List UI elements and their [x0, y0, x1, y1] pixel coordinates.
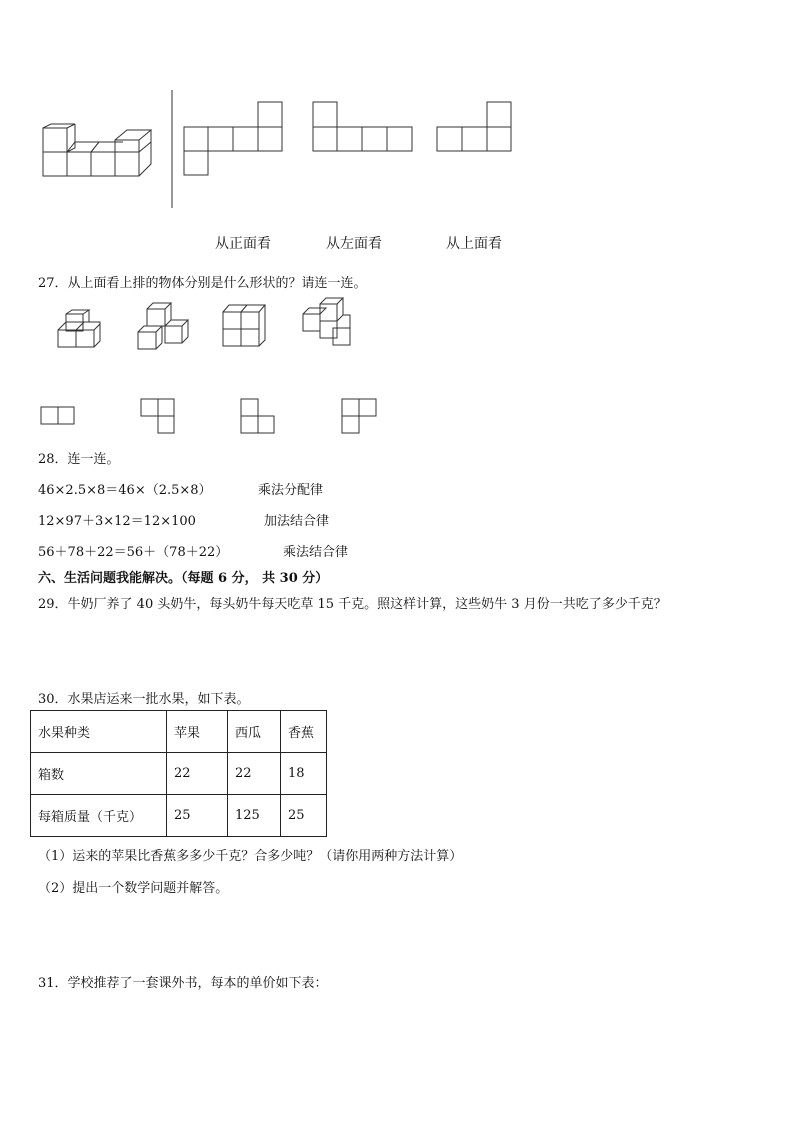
q29-question: 29．牛奶厂养了 40 头奶牛，每头奶牛每天吃草 15 千克。照这样计算，这些奶牛 3 月份一共吃了多少千克？ — [38, 597, 667, 612]
q27-shape-c — [241, 399, 274, 433]
table-cell: 125 — [228, 795, 281, 837]
q28-equation-1: 46×2.5×8＝46×（2.5×8） — [38, 483, 212, 498]
table-row — [31, 795, 327, 837]
q30-question: 30．水果店运来一批水果，如下表。 — [38, 692, 250, 707]
front-view-grid — [184, 102, 282, 175]
q27-solid-4 — [303, 298, 350, 345]
q27-question: 27．从上面看上排的物体分别是什么形状的？请连一连。 — [38, 276, 367, 291]
table-cell: 18 — [281, 753, 327, 795]
table-header-cell: 水果种类 — [31, 711, 167, 753]
q28-equation-2: 12×97＋3×12＝12×100 — [38, 514, 196, 529]
top-view-grid — [437, 102, 511, 151]
table-cell: 25 — [281, 795, 327, 837]
table-header-cell: 苹果 — [167, 711, 228, 753]
fruit-table — [30, 710, 327, 837]
table-header-cell: 西瓜 — [228, 711, 281, 753]
q28-equation-3: 56＋78＋22＝56＋（78＋22） — [38, 545, 229, 560]
view-label-top: 从上面看 — [446, 236, 502, 252]
q27-solid-2 — [138, 303, 188, 349]
table-cell: 22 — [228, 753, 281, 795]
q26-3d-object — [43, 124, 151, 176]
q28-question: 28．连一连。 — [38, 452, 120, 467]
q27-solid-1 — [58, 310, 100, 347]
table-row — [31, 753, 327, 795]
q28-law-2: 加法结合律 — [264, 514, 330, 529]
table-cell: 箱数 — [31, 753, 167, 795]
q31-question: 31．学校推荐了一套课外书，每本的单价如下表： — [38, 976, 328, 991]
table-cell: 22 — [167, 753, 228, 795]
q27-shape-d — [342, 399, 376, 433]
q27-solid-3 — [223, 305, 265, 346]
q27-shape-a — [41, 407, 74, 424]
q30-sub1: （1）运来的苹果比香蕉多多少千克？合多少吨？（请你用两种方法计算） — [38, 849, 463, 864]
q30-sub2: （2）提出一个数学问题并解答。 — [38, 881, 229, 896]
section6-title: 六、生活问题我能解决。（每题 6 分， 共 30 分） — [38, 571, 329, 586]
left-view-grid — [313, 102, 412, 151]
view-label-front: 从正面看 — [215, 236, 271, 252]
table-header-cell: 香蕉 — [281, 711, 327, 753]
table-cell: 25 — [167, 795, 228, 837]
table-header-row — [31, 711, 327, 753]
view-label-left: 从左面看 — [326, 236, 382, 252]
q28-law-1: 乘法分配律 — [258, 483, 324, 498]
q28-law-3: 乘法结合律 — [283, 545, 349, 560]
table-cell: 每箱质量（千克） — [31, 795, 167, 837]
q27-shape-b — [141, 399, 174, 433]
